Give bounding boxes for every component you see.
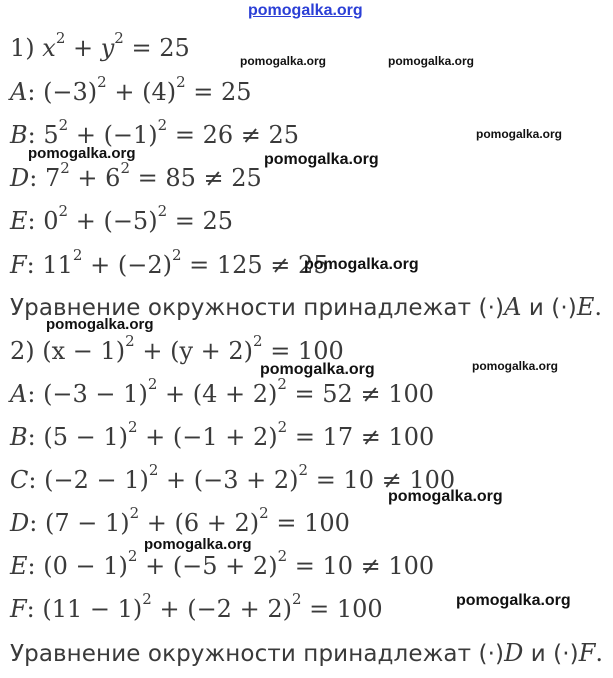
watermark: pomogalka.org [46,316,154,333]
watermark-top: pomogalka.org [248,2,363,19]
task1-row-a: A: $(-3)^2 + (4)^2 = 25$ [10,73,252,106]
task2-conclusion: Уравнение окружности принадлежат (·)D и (·)F. [10,639,604,667]
watermark: pomogalka.org [304,256,419,273]
task2-row-a: A: $(-3 - 1)^2 + (4 + 2)^2 = 52 \ne 100$ [10,375,435,408]
task2-row-f: F: $(11 - 1)^2 + (-2 + 2)^2 = 100$ [10,590,383,623]
task2-row-b: B: $(5 - 1)^2 + (-1 + 2)^2 = 17 \ne 100$ [10,418,435,451]
task1-row-d: D: $7^2 + 6^2 = 85 \ne 25$ [10,159,262,192]
watermark: pomogalka.org [476,127,563,141]
task2-row-d: D: $(7 - 1)^2 + (6 + 2)^2 = 100$ [10,504,350,537]
task1-equation: 1) $x^2 + y^2 = 25$ [10,29,190,62]
watermark: pomogalka.org [144,536,252,553]
watermark: pomogalka.org [472,359,559,373]
task2-row-c: C: $(-2 - 1)^2 + (-3 + 2)^2 = 10 \ne 100$ [10,461,456,494]
watermark: pomogalka.org [260,361,375,378]
watermark: pomogalka.org [264,151,379,168]
task1-conclusion: Уравнение окружности принадлежат (·)A и (·)E. [10,293,603,321]
watermark: pomogalka.org [456,592,571,609]
watermark: pomogalka.org [388,54,475,68]
watermark: pomogalka.org [388,488,503,505]
task2-row-e: E: $(0 - 1)^2 + (-5 + 2)^2 = 10 \ne 100$ [10,547,435,580]
watermark: pomogalka.org [240,54,327,68]
watermark: pomogalka.org [28,145,136,162]
task1-row-e: E: $0^2 + (-5)^2 = 25$ [10,202,234,235]
task1-row-f: F: $11^2 + (-2)^2 = 125 \ne 25$ [10,246,329,279]
task2-equation: 2) $(x - 1)^2 + (y + 2)^2 = 100$ [10,332,344,365]
task1-row-b: B: $5^2 + (-1)^2 = 26 \ne 25$ [10,116,300,149]
